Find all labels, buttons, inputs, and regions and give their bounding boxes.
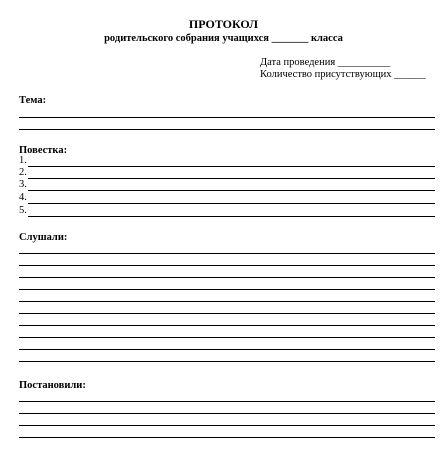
listened-line (19, 337, 435, 338)
agenda-item-number: 5. (19, 205, 27, 216)
listened-line (19, 361, 435, 362)
agenda-item-line (28, 203, 435, 204)
listened-label: Слушали: (19, 232, 68, 243)
listened-line (19, 253, 435, 254)
agenda-item-line (28, 190, 435, 191)
agenda-item-number: 2. (19, 167, 27, 178)
decided-line (19, 425, 435, 426)
agenda-item-number: 3. (19, 179, 27, 190)
agenda-item-line (28, 178, 435, 179)
agenda-item-line (28, 216, 435, 217)
agenda-item-line (28, 166, 435, 167)
agenda-item-number: 1. (19, 155, 27, 166)
listened-line (19, 277, 435, 278)
agenda-label: Повестка: (19, 145, 68, 156)
decided-line (19, 401, 435, 402)
date-field: Дата проведения __________ (260, 57, 391, 68)
decided-line (19, 413, 435, 414)
decided-label: Постановили: (19, 380, 86, 391)
document-subtitle: родительского собрания учащихся _______ класса (104, 33, 343, 44)
document-title: ПРОТОКОЛ (188, 17, 259, 31)
listened-line (19, 301, 435, 302)
attendance-field: Количество присутствующих ______ (260, 69, 426, 80)
theme-line (19, 117, 435, 118)
agenda-item-number: 4. (19, 192, 27, 203)
listened-line (19, 313, 435, 314)
theme-label: Тема: (19, 95, 47, 106)
listened-line (19, 265, 435, 266)
listened-line (19, 325, 435, 326)
listened-line (19, 289, 435, 290)
theme-line (19, 129, 435, 130)
decided-line (19, 437, 435, 438)
listened-line (19, 349, 435, 350)
